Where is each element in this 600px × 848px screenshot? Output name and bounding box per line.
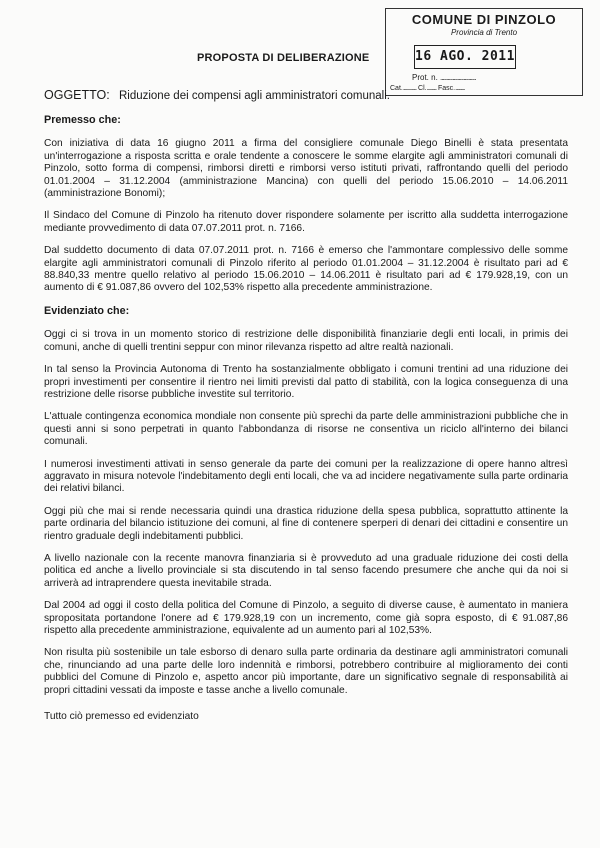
paragraph: Dal suddetto documento di data 07.07.2011 prot. n. 7166 è emerso che l'ammontare complessivo delle somme elargite agli amministratori comunali di Pinzolo riferito al periodo 01.01.2004 – 31.12.2004 è risultato pari ad € 88.840,33 mentre quello relativo al periodo 15.06.2010 – 14.06.2011 è risultato pari ad € 179.928,19, con un aumento di € 91.087,86 ovvero del 102,53% rispetto alla precedente amministrazione. [44, 245, 568, 294]
stamp-dots: ............................. [440, 73, 476, 82]
section-title-evidenziato: Evidenziato che: [44, 304, 130, 317]
document-body [44, 108, 568, 723]
closing-line: Tutto ciò premesso ed evidenziato [44, 711, 199, 723]
document-heading: PROPOSTA DI DELIBERAZIONE [197, 52, 370, 64]
paragraph: Oggi più che mai si rende necessaria quindi una drastica riduzione della spesa pubblica, soprattutto attinente la parte ordinaria del bilancio istituzione dei comuni, al fine di contenere sperperi di denari dei cittadini e consentire un rientro graduale degli indebitamenti pubblici. [44, 505, 568, 542]
stamp-date: 16 AGO. 2011 [414, 45, 516, 69]
paragraph: L'attuale contingenza economica mondiale non consente più sprechi da parte delle amministrazioni pubbliche che in questi anni si sono perpetrati in quanto l'abbondanza di risorse ne consentiva un riciclo all'interno dei bilanci comunali. [44, 411, 568, 448]
oggetto-line [44, 88, 390, 102]
paragraph: Oggi ci si trova in un momento storico di restrizione delle disponibilità finanziarie degli enti locali, in primis dei comuni, anche di quelli trentini seppur con minor rilevanza rispetto ad altre realtà nazionali. [44, 329, 568, 353]
oggetto-text: Riduzione dei compensi agli amministratori comunali. [118, 90, 390, 102]
oggetto-label: OGGETTO: [44, 88, 110, 102]
stamp-provincia: Provincia di Trento [450, 28, 518, 37]
stamp-cat-label: Cat. [390, 85, 403, 92]
stamp-cat-line: Cat............... Cl........... Fasc........... [390, 85, 465, 92]
stamp-cl-label: Cl. [418, 85, 427, 92]
stamp-fasc-label: Fasc. [438, 85, 456, 92]
stamp-comune: COMUNE DI PINZOLO [411, 12, 557, 27]
paragraph: In tal senso la Provincia Autonoma di Trento ha sostanzialmente obbligato i comuni trentini ad una riduzione dei propri investimenti per consentire il rientro nei limiti previsti dal patto di stabilità, con la logica conseguenza di una restrizione delle risorse pubbliche investite sul territorio. [44, 364, 568, 400]
paragraph: Il Sindaco del Comune di Pinzolo ha ritenuto dover rispondere solamente per iscritto alla suddetta interrogazione mediante provvedimento di data 07.07.2011 prot. n. 7166. [44, 210, 568, 234]
paragraph: Dal 2004 ad oggi il costo della politica del Comune di Pinzolo, a seguito di diverse cause, è aumentato in maniera spropositata portandone l'onere ad € 179.928,19 con un incremento, come già sopra esposto, di € 91.087,86 rispetto alla precedente amministrazione, equivalente ad un aumento pari al 102,53%. [44, 600, 568, 636]
stamp-prot-label: Prot. n. [412, 73, 438, 82]
paragraph: I numerosi investimenti attivati in senso generale da parte dei comuni per la realizzazione di opere hanno altresì aggravato in misura notevole l'indebitamento degli enti locali, che va ad incidere negativamente sulla parte ordinaria dei relativi bilanci. [44, 458, 568, 495]
stamp-prot-line [412, 73, 476, 82]
paragraph: Con iniziativa di data 16 giugno 2011 a firma del consigliere comunale Diego Binelli è stata presentata un'interrogazione a risposta scritta e orale tendente a conoscere le somme elargite agli amministratori comunali di Pinzolo, sotto forma di compensi, rimborsi diretti e rimborsi verso istituti privati, raffrontando quelli del periodo 01.01.2004 – 31.12.2004 (amministrazione Mancina) con quelli del periodo 15.06.2010 – 14.06.2011 (amministrazione Bonomi); [44, 138, 568, 200]
paragraph: Non risulta più sostenibile un tale esborso di denaro sulla parte ordinaria da destinare agli amministratori comunali che, rinunciando ad una parte delle loro indennità e rimborsi, potrebbero contribuire al miglioramento dei conti pubblici del Comune di Pinzolo e, aspetto ancor più importante, dare un significativo segnale di responsabilità ai propri cittadini vessati da imposte e tasse anche a livello comunale. [44, 647, 568, 696]
section-title-premesso: Premesso che: [44, 114, 121, 126]
protocol-stamp [385, 8, 583, 96]
paragraph: A livello nazionale con la recente manovra finanziaria si è provveduto ad una graduale riduzione dei costi della politica ed anche a livello provinciale si sta discutendo in tal senso facendo presumere che anche qui da noi si arriverà ad intraprendere questa inevitabile strada. [44, 552, 568, 589]
